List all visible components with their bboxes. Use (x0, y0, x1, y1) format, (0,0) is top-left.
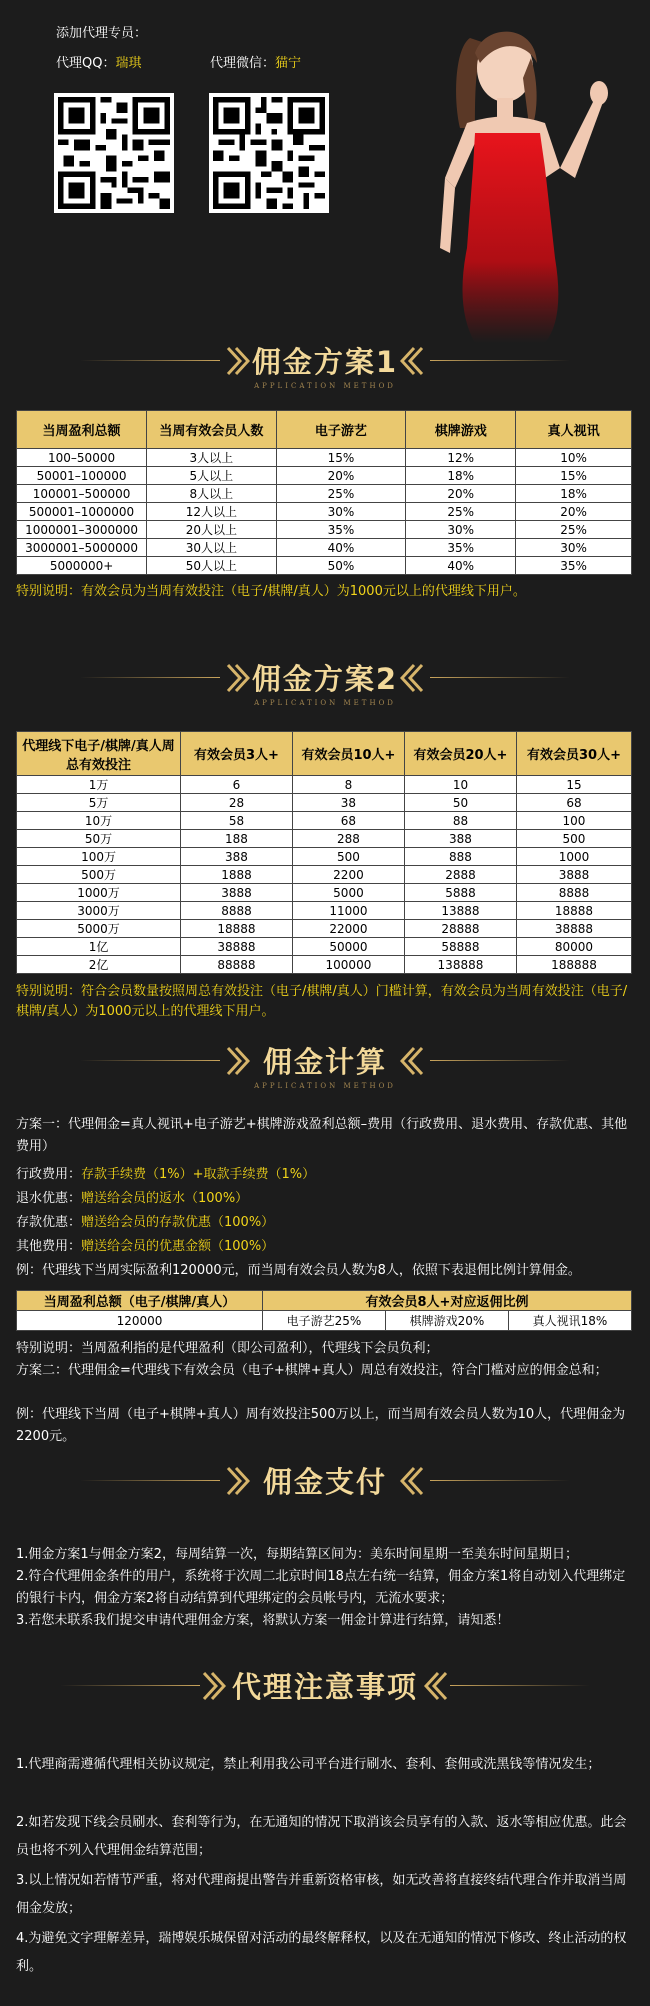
plan1-body (17, 449, 632, 575)
table-cell: 35% (406, 539, 516, 557)
section2-header-cell: 有效会员10人+ (292, 732, 404, 776)
table-cell: 20% (406, 485, 516, 503)
table-row (17, 956, 632, 974)
table-cell: 188 (181, 830, 293, 848)
notice-item-2: 2.如若发现下线会员刷水、套利等行为，在无通知的情况下取消该会员享有的入款、返水等相应优惠。此会员也将不列入代理佣金结算范围； (16, 1815, 627, 1858)
section2-header-cell: 代理线下电子/棋牌/真人周总有效投注 (17, 732, 181, 776)
plan2-table (16, 731, 632, 974)
table-cell: 8人以上 (147, 485, 276, 503)
table-row (17, 794, 632, 812)
table-cell: 888 (404, 848, 516, 866)
section2-header-cell: 有效会员20人+ (404, 732, 516, 776)
table-cell: 500 (292, 848, 404, 866)
table-cell: 8888 (516, 884, 631, 902)
table-cell: 3000001–5000000 (17, 539, 147, 557)
qq-qr-code-icon (54, 93, 174, 213)
fee-other-value: 赠送给会员的优惠金额（100%） (81, 1239, 275, 1254)
table-cell: 20人以上 (147, 521, 276, 539)
plan1-note: 特别说明：有效会员为当周有效投注（电子/棋牌/真人）为1000元以上的代理线下用户。 (16, 584, 526, 599)
table-cell: 35% (516, 557, 632, 575)
table-cell: 18% (516, 485, 632, 503)
table-cell: 30% (516, 539, 632, 557)
plan1-table (16, 410, 632, 575)
table-row (17, 866, 632, 884)
table-cell: 68 (292, 812, 404, 830)
table-cell: 5人以上 (147, 467, 276, 485)
table-cell: 30% (406, 521, 516, 539)
section1-header-cell: 真人视讯 (516, 411, 632, 449)
table-row (17, 449, 632, 467)
table-cell: 35% (276, 521, 406, 539)
table-cell: 50000 (292, 938, 404, 956)
table-cell: 500001–1000000 (17, 503, 147, 521)
section4-title: 佣金支付 (262, 1465, 387, 1499)
section1-subtitle: APPLICATION METHOD (254, 382, 396, 390)
table-cell: 1888 (181, 866, 293, 884)
table-cell: 6 (181, 776, 293, 794)
agent-heading: 添加代理专员： (56, 26, 148, 41)
table-cell: 80000 (516, 938, 631, 956)
table-cell: 30人以上 (147, 539, 276, 557)
section2-title: 佣金方案2 (251, 662, 399, 696)
plan2-body (17, 776, 632, 974)
section1-header-cell: 当周盈利总额 (17, 411, 147, 449)
table-cell: 15% (516, 467, 632, 485)
fee-deposit-value: 赠送给会员的存款优惠（100%） (81, 1215, 275, 1230)
table-cell: 3888 (516, 866, 631, 884)
table-row (17, 830, 632, 848)
table-cell: 1万 (17, 776, 181, 794)
table-row (17, 539, 632, 557)
table-cell: 50 (404, 794, 516, 812)
fee-rebate-label: 退水优惠： (16, 1191, 82, 1206)
table-cell: 100000 (292, 956, 404, 974)
table-cell: 50人以上 (147, 557, 276, 575)
table-cell: 18888 (516, 902, 631, 920)
table-cell: 2200 (292, 866, 404, 884)
table-row (17, 521, 632, 539)
wechat-value: 猫宁 (275, 56, 302, 71)
payment-item-2: 2.符合代理佣金条件的用户，系统将于次周二北京时间18点左右统一结算，佣金方案1将自动划入代理绑定的银行卡内，佣金方案2将自动结算到代理绑定的会员帐号内，无流水要求； (16, 1569, 626, 1606)
table-cell: 38888 (181, 938, 293, 956)
table-cell: 8 (292, 776, 404, 794)
table-row (17, 848, 632, 866)
table-row (17, 776, 632, 794)
table-cell: 50001–100000 (17, 467, 147, 485)
table-cell: 1000万 (17, 884, 181, 902)
table-cell: 38 (292, 794, 404, 812)
table-cell: 188888 (516, 956, 631, 974)
calc-plan2: 方案二：代理佣金=代理线下有效会员（电子+棋牌+真人）周总有效投注，符合门槛对应的佣金总和； (16, 1363, 608, 1378)
table-cell: 388 (404, 830, 516, 848)
table-cell: 388 (181, 848, 293, 866)
table-cell: 10万 (17, 812, 181, 830)
agent-qq (56, 52, 141, 71)
section3-subtitle: APPLICATION METHOD (254, 1082, 396, 1090)
fee-other (16, 1236, 634, 1258)
section1-title: 佣金方案1 (251, 345, 399, 379)
model-illustration (415, 18, 615, 343)
calc-example1: 例：代理线下当周实际盈利120000元，而当周有效会员人数为8人，依照下表退佣比例计算佣金。 (16, 1263, 581, 1278)
payment-item-1: 1.佣金方案1与佣金方案2，每周结算一次，每期结算区间为：美东时间星期一至美东时间星期日； (16, 1547, 578, 1562)
table-cell: 28888 (404, 920, 516, 938)
fee-rebate (16, 1188, 634, 1210)
section4-title-block (0, 1460, 650, 1520)
fee-admin (16, 1164, 634, 1186)
table-cell: 100 (516, 812, 631, 830)
calc-note: 特别说明：当周盈利指的是代理盈利（即公司盈利），代理线下会员负利； (16, 1341, 439, 1356)
section1-title-block (0, 340, 650, 400)
section3-title-block (0, 1040, 650, 1100)
table-cell: 18% (406, 467, 516, 485)
table-row (17, 557, 632, 575)
table-cell: 68 (516, 794, 631, 812)
table-cell: 58888 (404, 938, 516, 956)
calc-live: 真人视讯18% (509, 1311, 632, 1331)
table-cell: 3888 (181, 884, 293, 902)
section2-subtitle: APPLICATION METHOD (254, 699, 396, 707)
fee-other-label: 其他费用： (16, 1239, 82, 1254)
table-cell: 88 (404, 812, 516, 830)
table-cell: 2888 (404, 866, 516, 884)
table-cell: 40% (406, 557, 516, 575)
section5-title: 代理注意事项 (231, 1670, 418, 1704)
table-cell: 138888 (404, 956, 516, 974)
fee-admin-value: 存款手续费（1%）+取款手续费（1%） (81, 1167, 316, 1182)
table-cell: 30% (276, 503, 406, 521)
table-cell: 100–50000 (17, 449, 147, 467)
table-cell: 15 (516, 776, 631, 794)
table-cell: 5万 (17, 794, 181, 812)
table-cell: 11000 (292, 902, 404, 920)
wechat-qr-code-icon (209, 93, 329, 213)
table-row (17, 812, 632, 830)
table-cell: 20% (276, 467, 406, 485)
table-cell: 5000000+ (17, 557, 147, 575)
payment-item-3: 3.若您未联系我们提交申请代理佣金方案，将默认方案一佣金计算进行结算，请知悉！ (16, 1613, 510, 1628)
table-cell: 3人以上 (147, 449, 276, 467)
section3-title: 佣金计算 (262, 1045, 387, 1079)
fee-admin-label: 行政费用： (16, 1167, 82, 1182)
table-cell: 1亿 (17, 938, 181, 956)
table-cell: 50万 (17, 830, 181, 848)
table-cell: 100万 (17, 848, 181, 866)
table-cell: 88888 (181, 956, 293, 974)
section2-header-cell: 有效会员3人+ (181, 732, 293, 776)
table-row (17, 485, 632, 503)
table-cell: 10% (516, 449, 632, 467)
table-cell: 5888 (404, 884, 516, 902)
wechat-label: 代理微信： (210, 56, 276, 71)
table-cell: 2亿 (17, 956, 181, 974)
table-cell: 3000万 (17, 902, 181, 920)
table-cell: 38888 (516, 920, 631, 938)
notice-item-4: 4.为避免文字理解差异，瑞博娱乐城保留对活动的最终解释权，以及在无通知的情况下修改、终止活动的权利。 (16, 1931, 627, 1974)
table-cell: 40% (276, 539, 406, 557)
section1-header-cell: 电子游艺 (276, 411, 406, 449)
table-row (17, 920, 632, 938)
fee-deposit (16, 1212, 634, 1234)
fee-rebate-value: 赠送给会员的返水（100%） (81, 1191, 249, 1206)
calc-chess: 棋牌游戏20% (386, 1311, 509, 1331)
table-cell: 100001–500000 (17, 485, 147, 503)
table-cell: 50% (276, 557, 406, 575)
table-row (17, 503, 632, 521)
qq-value: 瑞琪 (115, 56, 142, 71)
table-cell: 20% (516, 503, 632, 521)
plan1-header-row (17, 411, 632, 449)
notice-item-1: 1.代理商需遵循代理相关协议规定，禁止利用我公司平台进行刷水、套利、套佣或洗黑钱等情况发生； (16, 1757, 601, 1772)
section1-header-cell: 棋牌游戏 (406, 411, 516, 449)
table-cell: 22000 (292, 920, 404, 938)
table-cell: 28 (181, 794, 293, 812)
calc-plan1: 方案一：代理佣金=真人视讯+电子游艺+棋牌游戏盈利总额–费用（行政费用、退水费用、存款优惠、其他费用） (16, 1117, 628, 1154)
table-cell: 58 (181, 812, 293, 830)
table-cell: 12人以上 (147, 503, 276, 521)
qq-label: 代理QQ： (56, 56, 116, 71)
calc-header-left: 当周盈利总额（电子/棋牌/真人） (17, 1291, 263, 1311)
table-cell: 10 (404, 776, 516, 794)
notice-item-3: 3.以上情况如若情节严重，将对代理商提出警告并重新资格审核，如无改善将直接终结代理合作并取消当周佣金发放； (16, 1873, 627, 1916)
table-cell: 1000001–3000000 (17, 521, 147, 539)
section5-title-block (0, 1665, 650, 1725)
table-row (17, 467, 632, 485)
plan2-header-row (17, 732, 632, 776)
agent-wechat (210, 52, 301, 71)
table-row (17, 884, 632, 902)
section2-title-block (0, 657, 650, 717)
table-cell: 500万 (17, 866, 181, 884)
table-cell: 500 (516, 830, 631, 848)
table-row (17, 902, 632, 920)
calc-header-right: 有效会员8人+对应返佣比例 (263, 1291, 632, 1311)
table-cell: 18888 (181, 920, 293, 938)
calc-table (16, 1290, 632, 1331)
table-cell: 15% (276, 449, 406, 467)
table-row (17, 938, 632, 956)
fee-deposit-label: 存款优惠： (16, 1215, 82, 1230)
table-cell: 25% (406, 503, 516, 521)
table-cell: 5000万 (17, 920, 181, 938)
table-cell: 288 (292, 830, 404, 848)
table-cell: 25% (276, 485, 406, 503)
table-cell: 1000 (516, 848, 631, 866)
section1-header-cell: 当周有效会员人数 (147, 411, 276, 449)
table-cell: 12% (406, 449, 516, 467)
calc-example2: 例：代理线下当周（电子+棋牌+真人）周有效投注500万以上，而当周有效会员人数为10人，代理佣金为2200元。 (16, 1407, 626, 1444)
table-cell: 13888 (404, 902, 516, 920)
section2-header-cell: 有效会员30人+ (516, 732, 631, 776)
calc-electronic: 电子游艺25% (263, 1311, 386, 1331)
calc-amount: 120000 (17, 1311, 263, 1331)
table-cell: 5000 (292, 884, 404, 902)
plan2-note: 特别说明：符合会员数量按照周总有效投注（电子/棋牌/真人）门槛计算，有效会员为当周有效投注（电子/棋牌/真人）为1000元以上的代理线下用户。 (16, 984, 628, 1019)
table-cell: 25% (516, 521, 632, 539)
table-cell: 8888 (181, 902, 293, 920)
